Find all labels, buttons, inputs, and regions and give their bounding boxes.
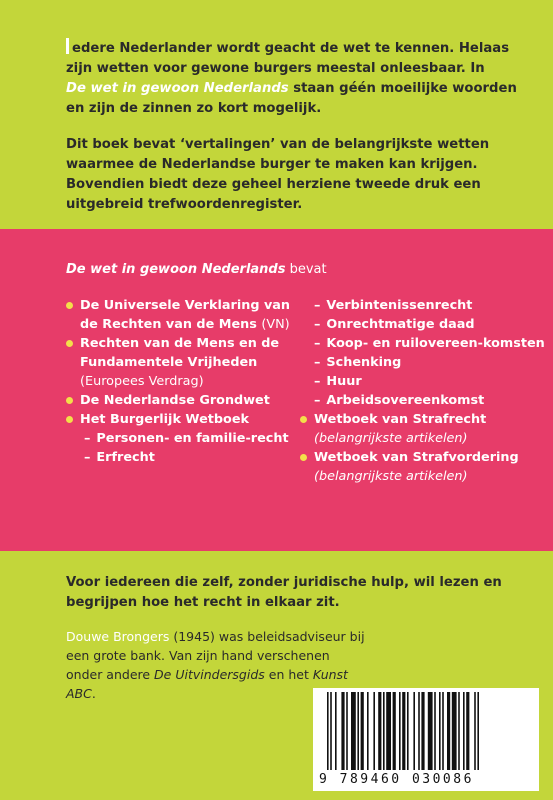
author-bio: Douwe Brongers (1945) was beleidsadviseur bij een grote bank. Van zijn hand verschenen onder andere De Uitvindersgids en het Kunst ABC. bbox=[66, 629, 365, 701]
sub-list-item: – Arbeidsovereenkomst bbox=[314, 393, 485, 408]
barcode-bar bbox=[474, 692, 476, 770]
sub-list-item: – Erfrecht bbox=[84, 450, 155, 465]
bullet-icon bbox=[66, 416, 73, 423]
barcode-bar bbox=[327, 692, 329, 770]
contents-column-right bbox=[300, 296, 545, 486]
sub-list-item: – Personen- en familie-recht bbox=[84, 431, 289, 446]
book-title-inline: De wet in gewoon Nederlands bbox=[66, 81, 289, 96]
barcode-bar bbox=[386, 692, 391, 770]
barcode-bar bbox=[477, 692, 479, 770]
intro-paragraph-2: Dit boek bevat ‘vertalingen’ van de belangrijkste wetten waarmee de Nederlandse burger te maken kan krijgen. Bovendien biedt deze geheel herziene tweede druk een uitgebreid trefwoordenregister. bbox=[66, 137, 490, 212]
barcode-bar bbox=[361, 692, 364, 770]
bullet-icon bbox=[300, 454, 307, 461]
barcode-bar bbox=[418, 692, 420, 770]
dash-marker: – bbox=[84, 450, 91, 465]
barcode bbox=[313, 688, 539, 791]
list-item: Wetboek van Strafrecht (belangrijkste artikelen) bbox=[300, 410, 545, 448]
barcode-bar bbox=[463, 692, 465, 770]
barcode-bar bbox=[421, 692, 424, 770]
barcode-bar bbox=[439, 692, 441, 770]
dash-marker: – bbox=[84, 431, 91, 446]
list-item: Het Burgerlijk Wetboek bbox=[66, 410, 296, 429]
barcode-bar bbox=[413, 692, 415, 770]
sub-list-item: – Verbintenissenrecht bbox=[314, 298, 473, 313]
dash-marker: – bbox=[314, 317, 321, 332]
barcode-bar bbox=[458, 692, 460, 770]
barcode-bar bbox=[335, 692, 337, 770]
barcode-bar bbox=[452, 692, 457, 770]
contents-heading: De wet in gewoon Nederlands bevat bbox=[66, 262, 327, 277]
barcode-bar bbox=[346, 692, 348, 770]
barcode-bar bbox=[341, 692, 344, 770]
barcode-bar bbox=[373, 692, 375, 770]
barcode-bar bbox=[383, 692, 385, 770]
barcode-bar bbox=[357, 692, 359, 770]
barcode-bar bbox=[393, 692, 396, 770]
sub-list-item: – Huur bbox=[314, 374, 362, 389]
barcode-bar bbox=[407, 692, 409, 770]
bullet-icon bbox=[66, 302, 73, 309]
sub-list-item: – Koop- en ruilovereen-komsten bbox=[314, 336, 545, 351]
bullet-icon bbox=[66, 397, 73, 404]
barcode-bar bbox=[447, 692, 450, 770]
dash-marker: – bbox=[314, 355, 321, 370]
barcode-bar bbox=[378, 692, 381, 770]
barcode-bar bbox=[428, 692, 433, 770]
barcode-bar bbox=[434, 692, 436, 770]
intro-paragraph-1: edere Nederlander wordt geacht de wet te kennen. Helaas zijn wetten voor gewone burgers meestal onleesbaar. In De wet in gewoon Nederlands staan géén moeilijke woorden en zijn de zinnen zo kort mogelijk. bbox=[66, 38, 536, 119]
sub-list-item: – Schenking bbox=[314, 355, 402, 370]
bullet-icon bbox=[300, 416, 307, 423]
dash-marker: – bbox=[314, 298, 321, 313]
sub-list-item: – Onrechtmatige daad bbox=[314, 317, 475, 332]
author-name: Douwe Brongers bbox=[66, 629, 170, 644]
contents-column-left bbox=[66, 296, 296, 467]
dash-marker: – bbox=[314, 336, 321, 351]
list-item: Rechten van de Mens en de Fundamentele Vrijheden (Europees Verdrag) bbox=[66, 334, 296, 391]
barcode-bars bbox=[327, 692, 525, 772]
list-item: Wetboek van Strafvordering (belangrijkste artikelen) bbox=[300, 448, 545, 486]
dash-marker: – bbox=[314, 393, 321, 408]
bullet-icon bbox=[66, 340, 73, 347]
text-cursor-mark bbox=[66, 38, 69, 54]
isbn-number: 9 789460 030086 bbox=[319, 772, 474, 787]
list-item: De Universele Verklaring van de Rechten van de Mens (VN) bbox=[66, 296, 296, 334]
barcode-bar bbox=[442, 692, 444, 770]
dash-marker: – bbox=[314, 374, 321, 389]
barcode-bar bbox=[351, 692, 356, 770]
barcode-bar bbox=[466, 692, 469, 770]
barcode-bar bbox=[330, 692, 332, 770]
list-item: De Nederlandse Grondwet bbox=[66, 391, 296, 410]
barcode-bar bbox=[402, 692, 405, 770]
tagline: Voor iedereen die zelf, zonder juridische hulp, wil lezen en begrijpen hoe het recht in elkaar zit. bbox=[66, 575, 502, 610]
intro-text bbox=[66, 38, 536, 231]
barcode-bar bbox=[399, 692, 401, 770]
barcode-bar bbox=[367, 692, 369, 770]
